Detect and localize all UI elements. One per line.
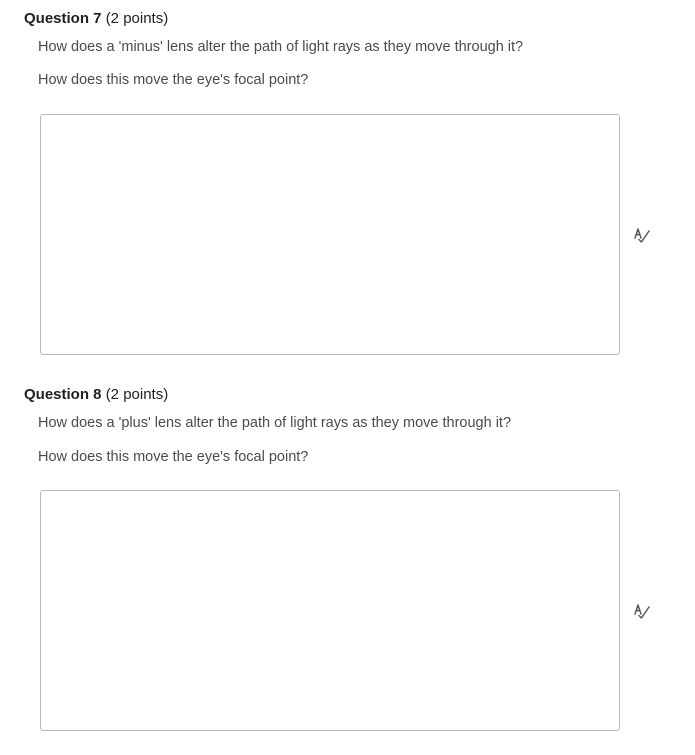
question-points: (2 points) <box>105 386 169 403</box>
question-text-line: How does this move the eye's focal point? <box>38 72 309 88</box>
question-label: Question 8 <box>24 386 102 403</box>
question-title <box>24 385 168 405</box>
answer-textarea[interactable] <box>40 490 620 731</box>
spell-check-icon[interactable] <box>633 603 651 619</box>
question-text-line: How does this move the eye's focal point? <box>38 449 309 465</box>
answer-textarea[interactable] <box>40 114 620 355</box>
spell-check-icon[interactable] <box>633 227 651 243</box>
question-title <box>24 9 168 29</box>
question-text-line: How does a 'minus' lens alter the path of light rays as they move through it? <box>38 39 524 55</box>
question-points: (2 points) <box>105 10 169 27</box>
question-label: Question 7 <box>24 10 102 27</box>
question-text-line: How does a 'plus' lens alter the path of light rays as they move through it? <box>38 415 512 431</box>
